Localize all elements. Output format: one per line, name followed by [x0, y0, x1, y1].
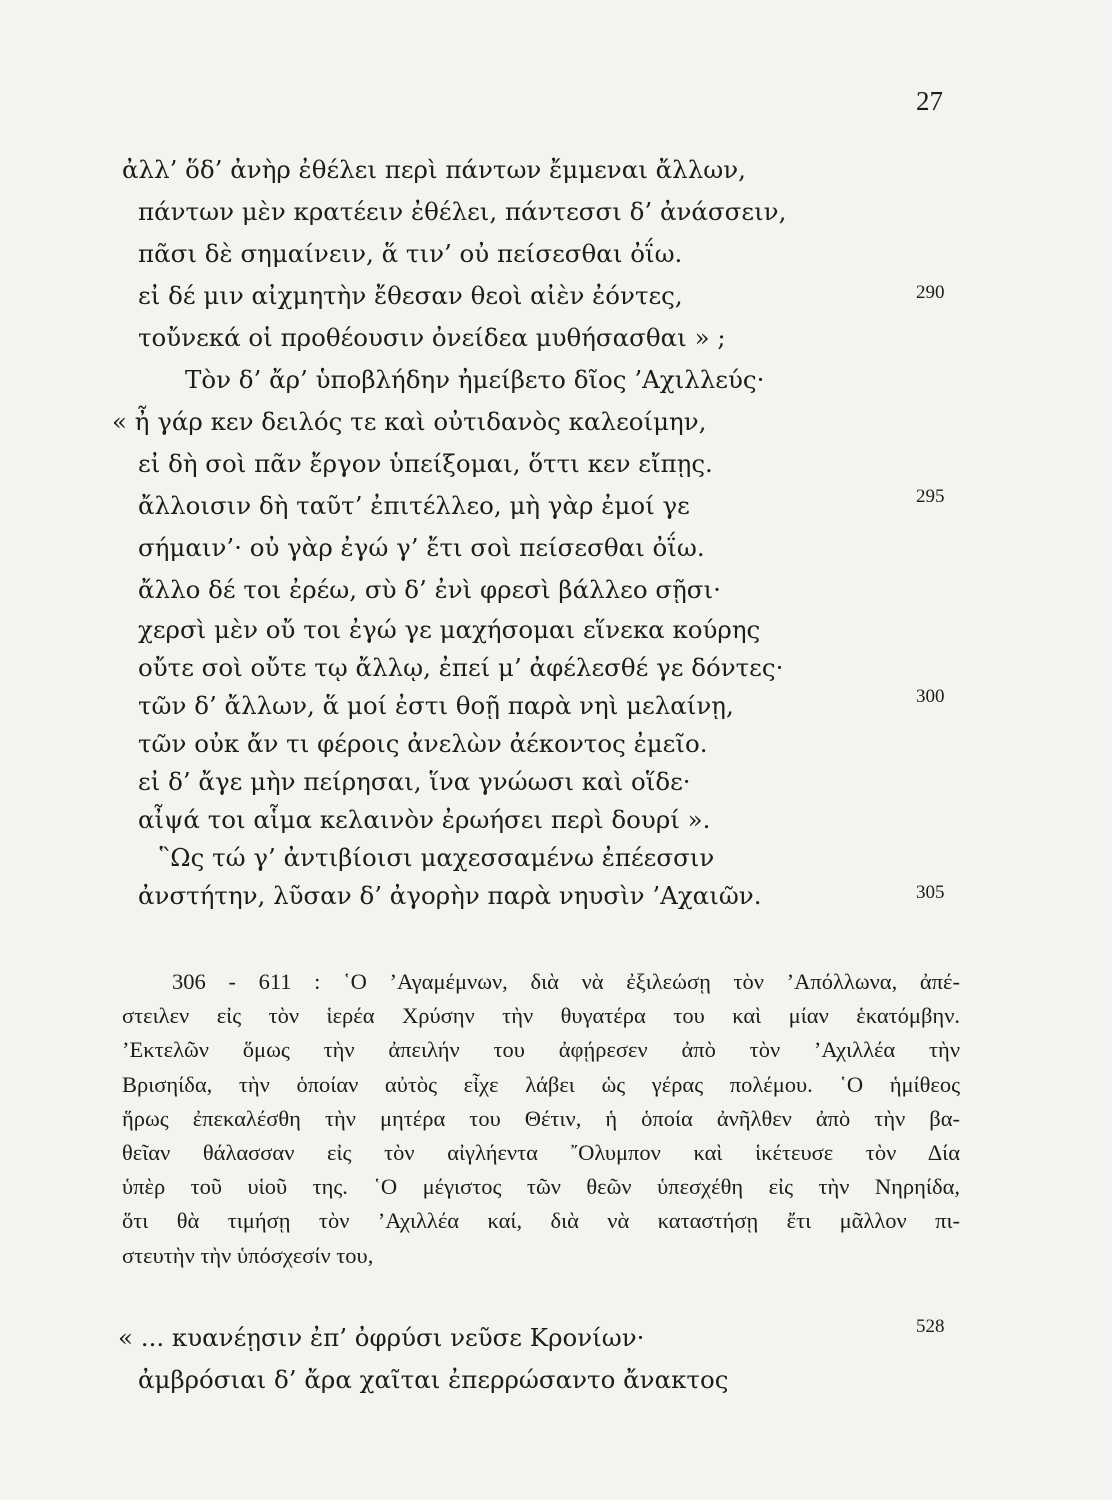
line-number: 290	[916, 282, 945, 303]
verse-line	[0, 402, 1112, 442]
verse-text: « ... κυανέῃσιν ἐπ’ ὀφρύσι νεῦσε Κρονίων·	[118, 1323, 645, 1352]
verse-line	[0, 150, 1112, 190]
line-number: 295	[916, 486, 945, 507]
verse-line	[0, 800, 1112, 840]
verse-line	[0, 276, 1112, 316]
verse-line	[0, 192, 1112, 232]
verse-text: ἀνστήτην, λῦσαν δ’ ἀγορὴν παρὰ νηυσὶν ’Αχαιῶν.	[138, 881, 762, 910]
summary-line: ὑπὲρ τοῦ υἱοῦ της. ῾Ο μέγιστος τῶν θεῶν ὑπεσχέθη εἰς τὴν Νηρηίδα,	[122, 1174, 960, 1200]
verse-line	[0, 762, 1112, 802]
verse-text: εἰ δ’ ἄγε μὴν πείρησαι, ἵνα γνώωσι καὶ οἵδε·	[138, 767, 691, 796]
verse-text: οὔτε σοὶ οὔτε τῳ ἄλλῳ, ἐπεί μ’ ἀφέλεσθέ γε δόντες·	[138, 653, 784, 682]
verse-text: αἶψά τοι αἷμα κελαινὸν ἐρωήσει περὶ δουρί ».	[138, 805, 711, 834]
verse-text: ἄλλο δέ τοι ἐρέω, σὺ δ’ ἐνὶ φρεσὶ βάλλεο σῇσι·	[138, 575, 721, 604]
summary-line: Βρισηίδα, τὴν ὁποίαν αὐτὸς εἶχε λάβει ὡς γέρας πολέμου. ῾Ο ἡμίθεος	[122, 1071, 960, 1097]
verse-line	[0, 486, 1112, 526]
verse-line	[0, 444, 1112, 484]
summary-line: ’Εκτελῶν ὅμως τὴν ἀπειλήν του ἀφῄρεσεν ἀπὸ τὸν ’Αχιλλέα τὴν	[122, 1037, 960, 1063]
summary-line: στειλεν εἰς τὸν ἱερέα Χρύσην τὴν θυγατέρα του καὶ μίαν ἑκατόμβην.	[122, 1003, 960, 1029]
prose-summary-306-611	[122, 965, 960, 1273]
verse-text: « ἦ γάρ κεν δειλός τε καὶ οὐτιδανὸς καλεοίμην,	[112, 407, 707, 436]
verse-line	[0, 360, 1112, 400]
verse-line	[0, 686, 1112, 726]
line-number: 528	[916, 1316, 945, 1337]
verse-line	[0, 838, 1112, 878]
verse-line	[0, 648, 1112, 688]
verse-text: πάντων μὲν κρατέειν ἐθέλει, πάντεσσι δ’ ἀνάσσειν,	[138, 197, 787, 226]
summary-line: στευτὴν τὴν ὑπόσχεσίν του,	[122, 1242, 374, 1268]
verse-text: εἰ δέ μιν αἰχμητὴν ἔθεσαν θεοὶ αἰὲν ἐόντες,	[138, 281, 683, 310]
verse-line	[0, 528, 1112, 568]
verse-text: πᾶσι δὲ σημαίνειν, ἅ τιν’ οὐ πείσεσθαι ὀΐω.	[138, 239, 683, 268]
verse-line	[0, 1360, 1112, 1400]
verse-line	[0, 570, 1112, 610]
verse-text: σήμαιν’· οὐ γὰρ ἐγώ γ’ ἔτι σοὶ πείσεσθαι ὀΐω.	[138, 533, 705, 562]
verse-text: Τὸν δ’ ἄρ’ ὑποβλήδην ἠμείβετο δῖος ’Αχιλλεύς·	[185, 365, 765, 394]
verse-line	[0, 234, 1112, 274]
verse-text: εἰ δὴ σοὶ πᾶν ἔργον ὑπείξομαι, ὅττι κεν εἴπῃς.	[138, 449, 713, 478]
verse-line	[0, 876, 1112, 916]
verse-text: χερσὶ μὲν οὔ τοι ἐγώ γε μαχήσομαι εἵνεκα κούρης	[138, 615, 761, 644]
summary-line: θεῖαν θάλασσαν εἰς τὸν αἰγλήεντα ῎Ολυμπον καὶ ἱκέτευσε τὸν Δία	[122, 1139, 960, 1165]
verse-text: τῶν δ’ ἄλλων, ἅ μοί ἐστι θοῇ παρὰ νηὶ μελαίνῃ,	[138, 691, 734, 720]
summary-line: 306 - 611 : ῾Ο ’Αγαμέμνων, διὰ νὰ ἐξιλεώσῃ τὸν ’Απόλλωνα, ἀπέ-	[172, 969, 960, 994]
verse-text: ῝Ως τώ γ’ ἀντιβίοισι μαχεσσαμένω ἐπέεσσιν	[158, 843, 715, 872]
summary-line: ἥρως ἐπεκαλέσθη τὴν μητέρα του Θέτιν, ἡ ὁποία ἀνῆλθεν ἀπὸ τὴν βα-	[122, 1105, 960, 1131]
verse-text: τῶν οὐκ ἄν τι φέροις ἀνελὼν ἀέκοντος ἐμεῖο.	[138, 729, 708, 758]
verse-line	[0, 610, 1112, 650]
verse-line	[0, 724, 1112, 764]
line-number: 305	[916, 882, 945, 903]
line-number: 300	[916, 686, 945, 707]
verse-text: ἄλλοισιν δὴ ταῦτ’ ἐπιτέλλεο, μὴ γὰρ ἐμοί γε	[138, 491, 690, 520]
verse-text: ἀμβρόσιαι δ’ ἄρα χαῖται ἐπερρώσαντο ἄνακτος	[138, 1365, 729, 1394]
verse-line	[0, 318, 1112, 358]
summary-line: ὅτι θὰ τιμήσῃ τὸν ’Αχιλλέα καί, διὰ νὰ καταστήσῃ ἔτι μᾶλλον πι-	[122, 1208, 960, 1234]
verse-text: τοὔνεκά οἱ προθέουσιν ὀνείδεα μυθήσασθαι » ;	[138, 323, 726, 352]
verse-line	[0, 1318, 1112, 1358]
page-number: 27	[916, 86, 943, 116]
verse-text: ἀλλ’ ὅδ’ ἀνὴρ ἐθέλει περὶ πάντων ἔμμεναι ἄλλων,	[122, 155, 746, 184]
